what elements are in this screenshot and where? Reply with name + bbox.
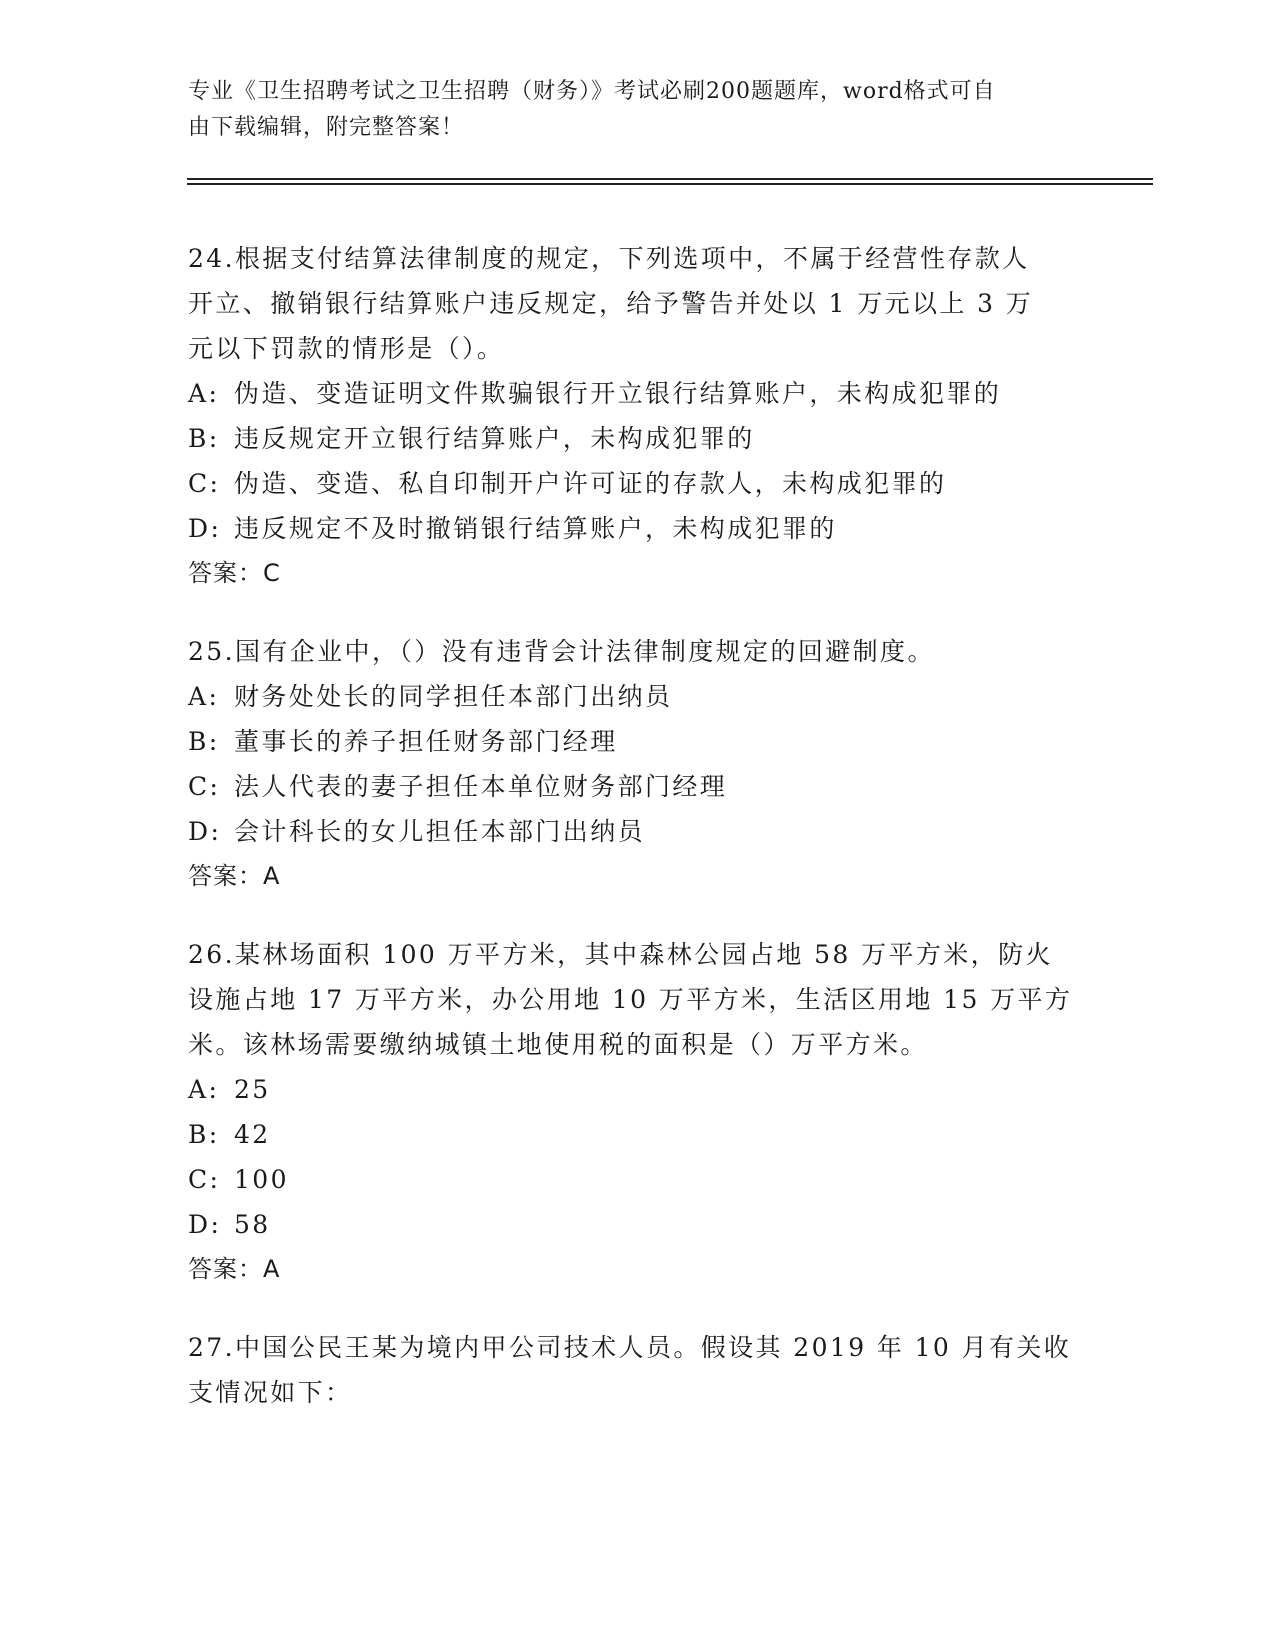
question-block [188, 932, 1088, 1292]
header-divider-top [187, 178, 1153, 180]
option-letter: B: [188, 727, 220, 756]
answer-option [188, 764, 1088, 809]
answer-option [188, 416, 1088, 461]
question-stem [188, 932, 1088, 1067]
question-stem [188, 1325, 1088, 1415]
option-letter: D: [188, 817, 222, 846]
option-letter: A: [188, 1075, 220, 1104]
question-stem-line: 设施占地 17 万平方米，办公用地 10 万平方米，生活区用地 15 万平方 [188, 985, 1073, 1014]
answer-option [188, 1157, 1088, 1202]
option-letter: D: [188, 1210, 222, 1239]
option-text: 会计科长的女儿担任本部门出纳员 [234, 817, 646, 846]
option-letter: D: [188, 514, 222, 543]
option-text: 董事长的养子担任财务部门经理 [234, 727, 618, 756]
answer-option [188, 461, 1088, 506]
option-text: 伪造、变造、私自印制开户许可证的存款人，未构成犯罪的 [234, 469, 947, 498]
question-stem-line: 开立、撤销银行结算账户违反规定，给予警告并处以 1 万元以上 3 万 [188, 289, 1034, 318]
option-letter: B: [188, 424, 220, 453]
option-text: 伪造、变造证明文件欺骗银行开立银行结算账户，未构成犯罪的 [234, 379, 1002, 408]
answer-key: 答案：A [188, 1255, 281, 1283]
option-text: 100 [234, 1165, 289, 1194]
question-list [188, 236, 1088, 1448]
question-block [188, 236, 1088, 596]
option-text: 违反规定不及时撤销银行结算账户，未构成犯罪的 [234, 514, 837, 543]
question-stem-line: 支情况如下： [188, 1378, 353, 1407]
question-stem-line: 26.某林场面积 100 万平方米，其中森林公园占地 58 万平方米，防火 [188, 940, 1053, 969]
option-text: 42 [234, 1120, 271, 1149]
question-stem-line: 24.根据支付结算法律制度的规定，下列选项中，不属于经营性存款人 [188, 244, 1030, 273]
header-divider-bottom [187, 183, 1153, 185]
answer-option [188, 1112, 1088, 1157]
answer-option [188, 506, 1088, 551]
option-text: 违反规定开立银行结算账户，未构成犯罪的 [234, 424, 755, 453]
question-stem [188, 236, 1088, 371]
option-letter: A: [188, 379, 220, 408]
question-stem-line: 27.中国公民王某为境内甲公司技术人员。假设其 2019 年 10 月有关收 [188, 1333, 1072, 1362]
header-line-2: 由下载编辑，附完整答案！ [188, 115, 465, 140]
answer-key: 答案：C [188, 559, 281, 587]
answer-option [188, 674, 1088, 719]
option-text: 法人代表的妻子担任本单位财务部门经理 [234, 772, 728, 801]
question-stem-line: 25.国有企业中，（）没有违背会计法律制度规定的回避制度。 [188, 637, 935, 666]
question-stem-line: 米。该林场需要缴纳城镇土地使用税的面积是（）万平方米。 [188, 1030, 928, 1059]
question-stem [188, 629, 1088, 674]
option-letter: C: [188, 1165, 221, 1194]
option-text: 财务处处长的同学担任本部门出纳员 [234, 682, 673, 711]
question-block [188, 629, 1088, 899]
answer-key: 答案：A [188, 862, 281, 890]
option-letter: A: [188, 682, 220, 711]
option-letter: B: [188, 1120, 220, 1149]
question-block [188, 1325, 1088, 1415]
header-line-1: 专业《卫生招聘考试之卫生招聘（财务）》考试必刷200题题库，word格式可自 [188, 79, 996, 104]
answer-option [188, 1202, 1088, 1247]
answer-option [188, 809, 1088, 854]
document-header [188, 74, 1088, 146]
answer-option [188, 719, 1088, 764]
answer-option [188, 1067, 1088, 1112]
answer-option [188, 371, 1088, 416]
option-text: 58 [234, 1210, 271, 1239]
option-text: 25 [234, 1075, 271, 1104]
option-letter: C: [188, 469, 221, 498]
option-letter: C: [188, 772, 221, 801]
question-stem-line: 元以下罚款的情形是（）。 [188, 334, 505, 363]
